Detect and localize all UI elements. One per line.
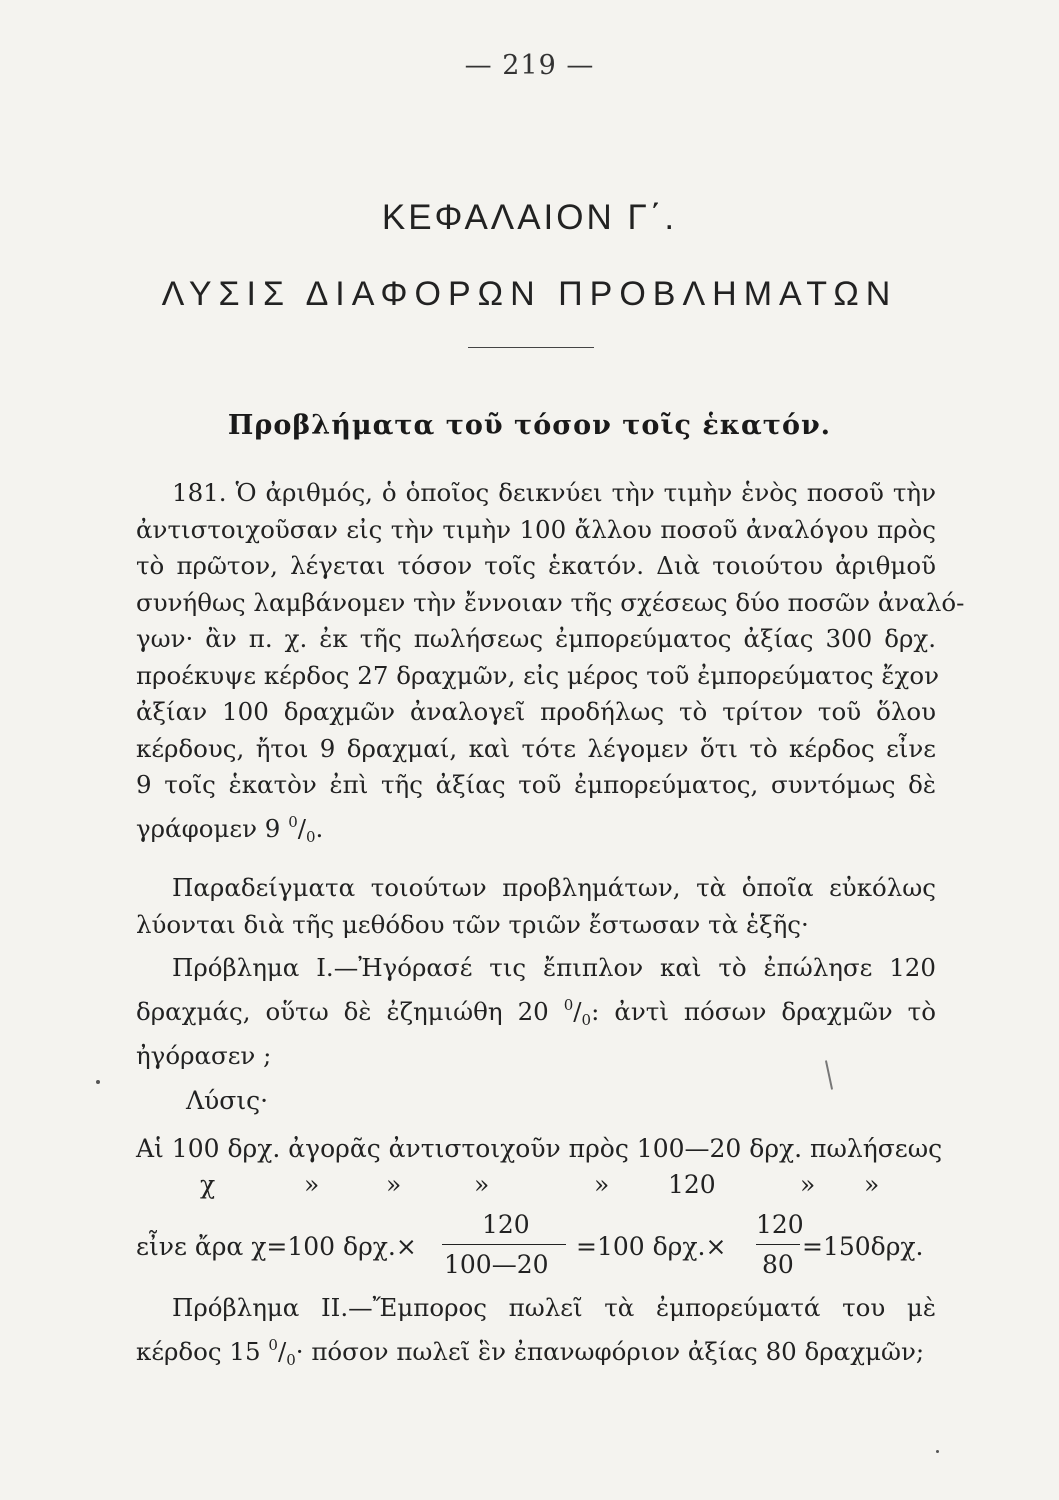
- chapter-title: ΚΕΦΑΛΑΙΟΝ Γ΄.: [381, 198, 678, 237]
- percent-sub: 0: [306, 827, 316, 846]
- section-divider: [468, 347, 594, 348]
- fraction-bar: [442, 1244, 566, 1245]
- examples-intro: [136, 870, 936, 943]
- formula-lead: εἶνε ἄρα χ=100 δρχ.×: [136, 1232, 417, 1261]
- percent-sup: 0: [563, 995, 574, 1014]
- text-line: Πρόβλημα ΙΙ.—Ἔμπορος πωλεῖ τὰ ἐμπορεύματά του μὲ: [172, 1293, 936, 1322]
- text-fragment: : ἀντὶ πόσων δραχμῶν τὸ: [591, 996, 936, 1026]
- text-fragment: .: [315, 813, 324, 843]
- percent-slash: /: [297, 813, 306, 843]
- text-fragment: δραχμάς, οὕτω δὲ ἐζημιώθη 20: [136, 996, 549, 1026]
- fraction-denominator: 80: [762, 1250, 794, 1279]
- fraction-numerator: 120: [756, 1210, 804, 1239]
- text-fragment: · πόσον πωλεῖ ἓν ἐπανωφόριον ἀξίας 80 δραχμῶν;: [295, 1336, 925, 1366]
- formula: [136, 1210, 966, 1280]
- ditto-mark: »: [304, 1170, 320, 1199]
- value-120: 120: [668, 1170, 716, 1199]
- paper-speck: [936, 1450, 939, 1453]
- unknown-x: χ: [200, 1170, 216, 1199]
- ditto-mark: »: [474, 1170, 490, 1199]
- text-line: γων· ἂν π. χ. ἐκ τῆς πωλήσεως ἐμπορεύματος ἀξίας 300 δρχ.: [136, 624, 936, 653]
- chapter-subtitle: ΛΥΣΙΣ ΔΙΑΦΟΡΩΝ ΠΡΟΒΛΗΜΑΤΩΝ: [161, 275, 898, 313]
- text-line: τὸ πρῶτον, λέγεται τόσον τοῖς ἑκατόν. Διὰ τοιούτου ἀριθμοῦ: [136, 551, 936, 580]
- paper-speck: [96, 1080, 100, 1084]
- ditto-mark: »: [594, 1170, 610, 1199]
- proportion-row-1: Αἱ 100 δρχ. ἀγορᾶς ἀντιστοιχοῦν πρὸς 100—20 δρχ. πωλήσεως: [136, 1134, 943, 1163]
- text-line: ἠγόρασεν ;: [136, 1041, 272, 1070]
- text-line: 9 τοῖς ἑκατὸν ἐπὶ τῆς ἀξίας τοῦ ἐμπορεύματος, συντόμως δὲ: [136, 770, 936, 799]
- fraction-bar: [756, 1244, 800, 1245]
- ditto-mark: »: [800, 1170, 816, 1199]
- fraction-denominator: 100—20: [444, 1250, 549, 1279]
- ditto-mark: »: [386, 1170, 402, 1199]
- text-line: [136, 1327, 936, 1379]
- ditto-mark: »: [864, 1170, 880, 1199]
- text-line: λύονται διὰ τῆς μεθόδου τῶν τριῶν ἔστωσαν τὰ ἑξῆς·: [136, 909, 809, 939]
- percent-sub: 0: [286, 1350, 296, 1369]
- text-line: [136, 804, 936, 856]
- percent-sup: 0: [268, 1335, 278, 1354]
- problem-2: [136, 1290, 936, 1378]
- text-line: κέρδους, ἤτοι 9 δραχμαί, καὶ τότε λέγομεν ὅτι τὸ κέρδος εἶνε: [136, 733, 936, 763]
- text-line: ἀντιστοιχοῦσαν εἰς τὴν τιμὴν 100 ἄλλου ποσοῦ ἀναλόγου πρὸς: [136, 514, 936, 544]
- text-line: [136, 987, 936, 1039]
- percent-slash: /: [277, 1336, 287, 1366]
- solution-label: Λύσις·: [186, 1086, 269, 1115]
- text-fragment: κέρδος 15: [136, 1336, 261, 1366]
- text-line: ἀξίαν 100 δραχμῶν ἀναλογεῖ προδήλως τὸ τρίτον τοῦ ὅλου: [136, 697, 936, 726]
- paragraph-181: [136, 475, 965, 855]
- section-title: Προβλήματα τοῦ τόσον τοῖς ἑκατόν.: [227, 410, 832, 441]
- text-line: προέκυψε κέρδος 27 δραχμῶν, εἰς μέρος τοῦ ἐμπορεύματος ἔχον: [136, 660, 940, 690]
- page-number: — 219 —: [464, 50, 595, 81]
- text-line: συνήθως λαμβάνομεν τὴν ἔννοιαν τῆς σχέσεως δύο ποσῶν ἀναλό-: [136, 587, 965, 617]
- percent-slash: /: [573, 996, 582, 1026]
- percent-sup: 0: [288, 812, 298, 831]
- fraction-numerator: 120: [482, 1210, 530, 1239]
- text-line: 181. Ὁ ἀριθμός, ὁ ὁποῖος δεικνύει τὴν τιμὴν ἑνὸς ποσοῦ τὴν: [172, 478, 936, 507]
- formula-result: =150δρχ.: [802, 1232, 924, 1261]
- problem-1: [136, 950, 936, 1075]
- text-fragment: γράφομεν 9: [136, 813, 281, 843]
- percent-sub: 0: [581, 1010, 592, 1029]
- text-line: Πρόβλημα Ι.—Ἠγόρασέ τις ἔπιπλον καὶ τὸ ἐπώλησε 120: [172, 953, 936, 982]
- formula-middle: =100 δρχ.×: [576, 1232, 727, 1261]
- text-line: Παραδείγματα τοιούτων προβλημάτων, τὰ ὁποῖα εὐκόλως: [172, 873, 936, 902]
